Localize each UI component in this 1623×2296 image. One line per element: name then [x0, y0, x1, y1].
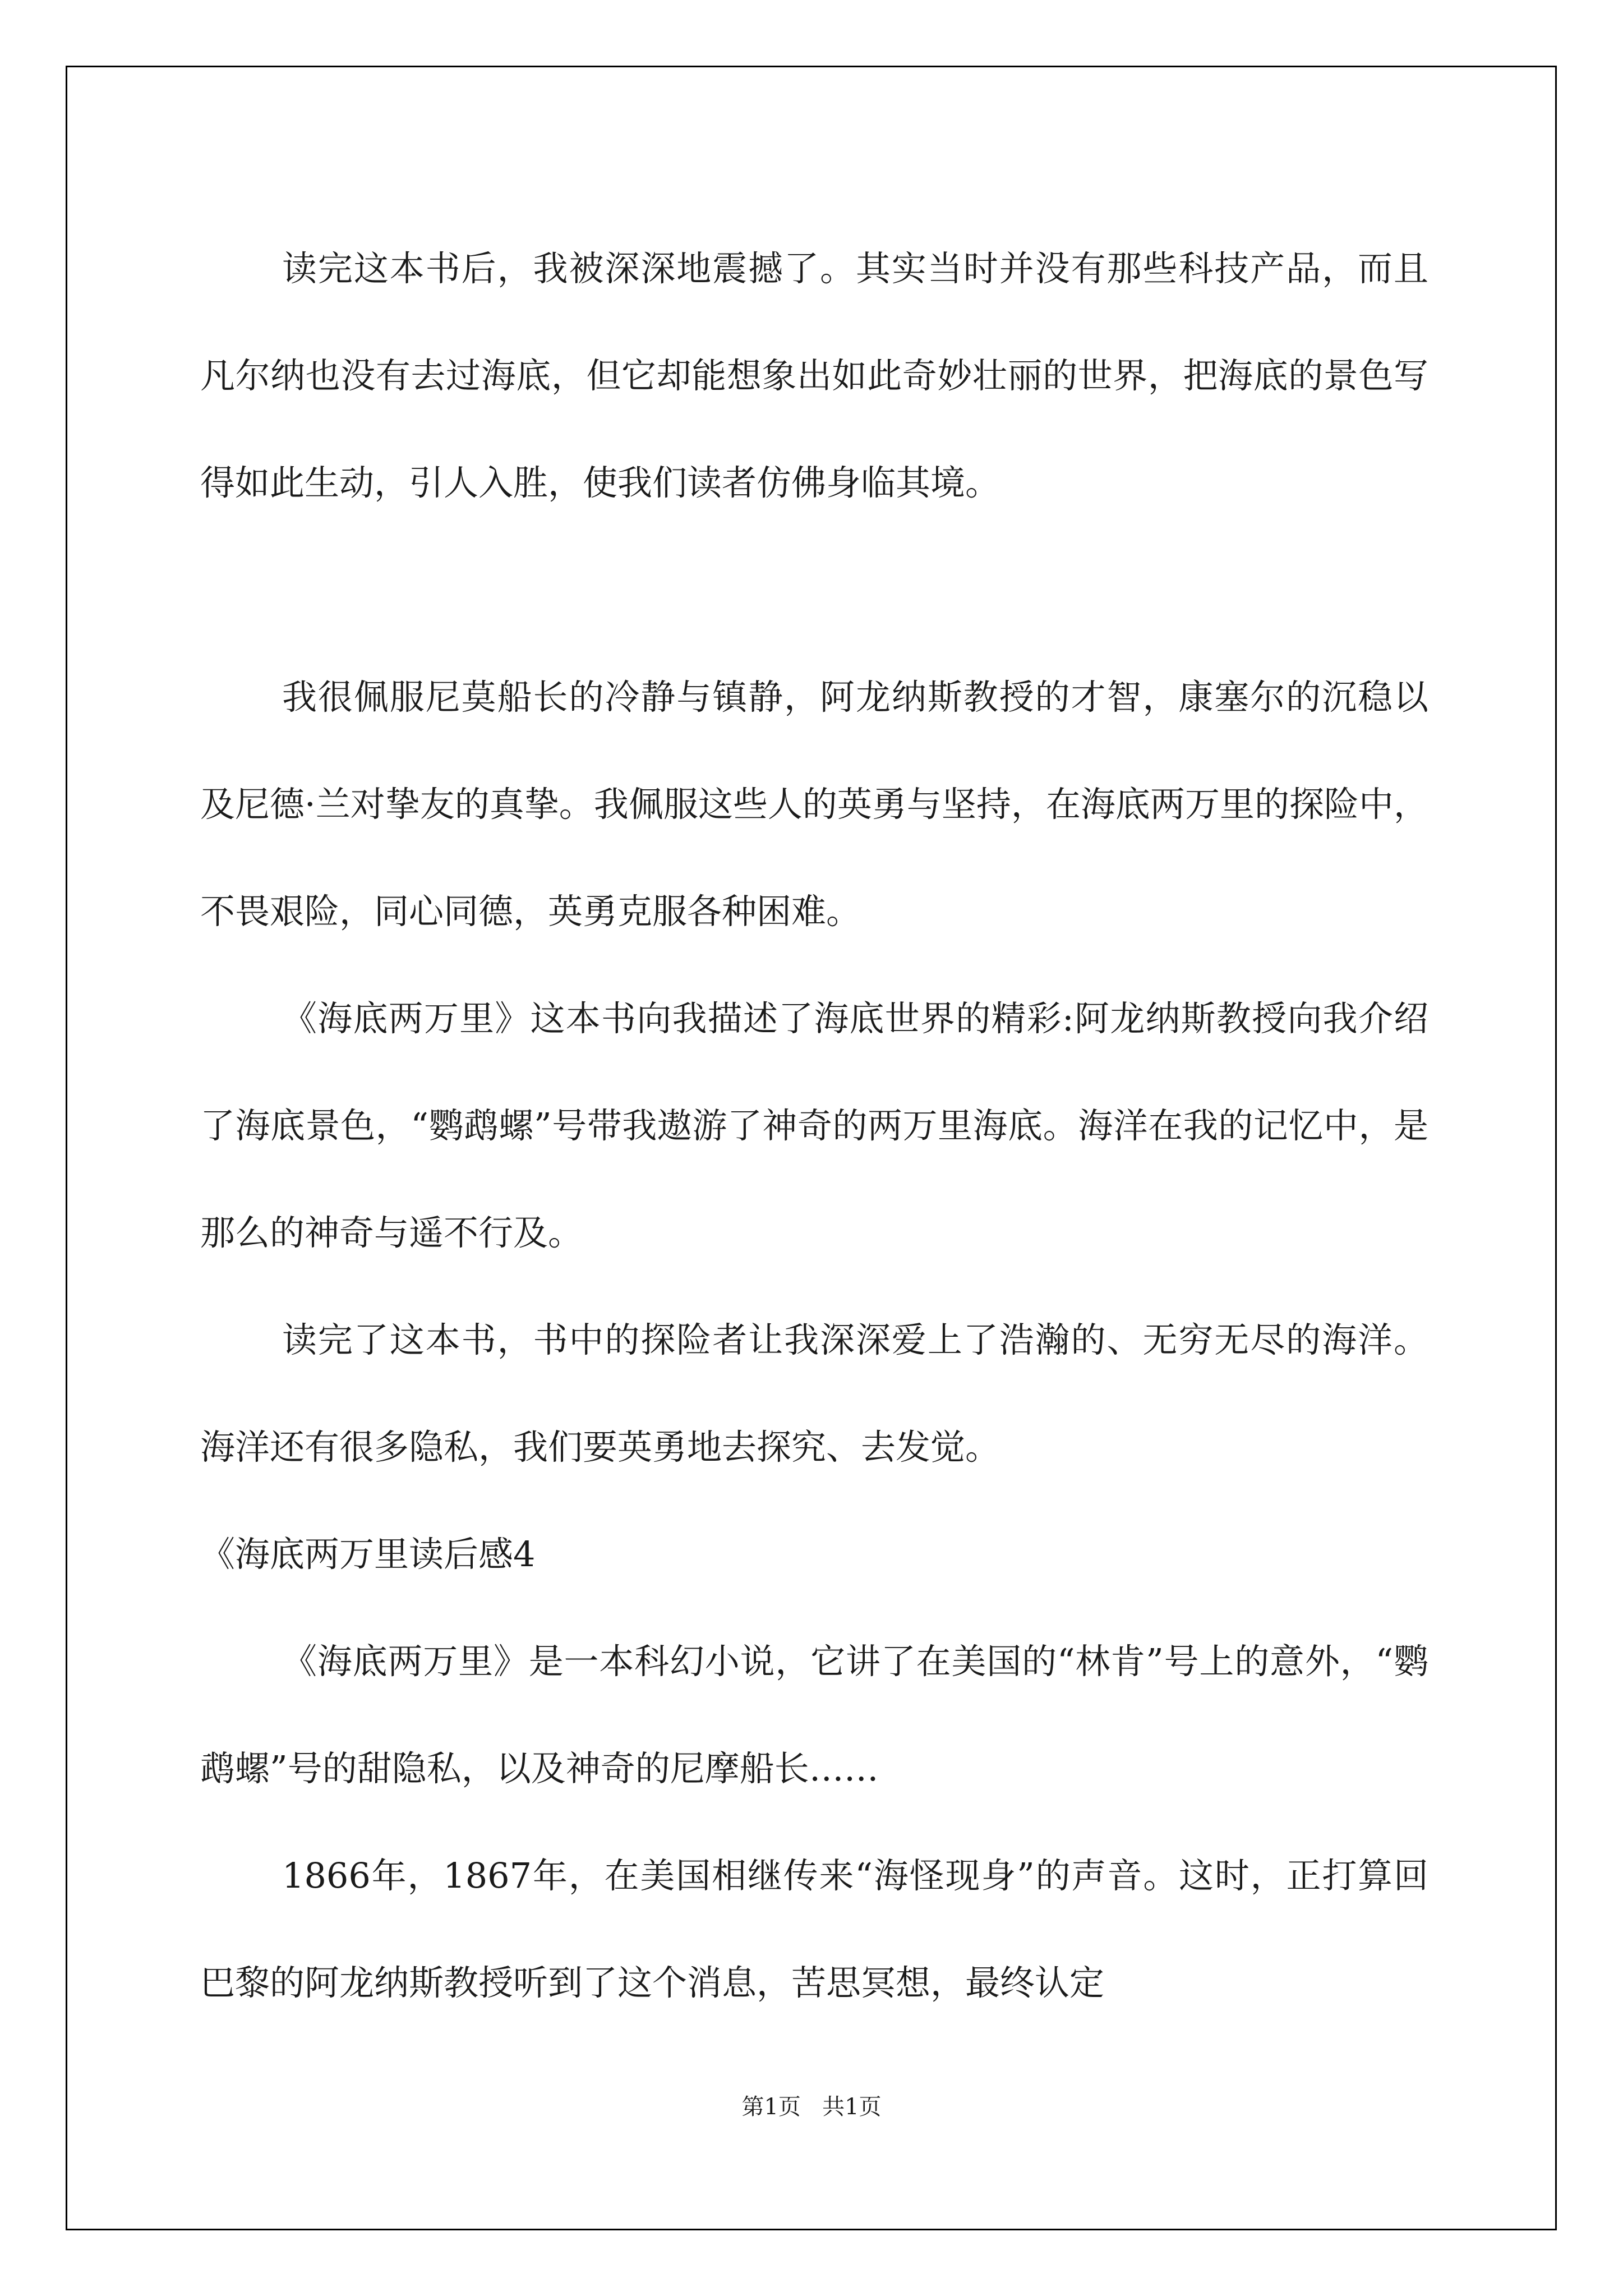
page-footer	[0, 2090, 1623, 2124]
paragraph-5: 《海底两万里》是一本科幻小说，它讲了在美国的“林肯”号上的意外，“鹦鹉螺”号的甜隐私，以及神奇的尼摩船长……	[200, 1641, 1428, 1789]
page-number: 第1页	[741, 2094, 801, 2120]
page-total: 共1页	[822, 2094, 882, 2120]
paragraph-6: 1866年，1867年，在美国相继传来“海怪现身”的声音。这时，正打算回巴黎的阿龙纳斯教授听到了这个消息，苦思冥想，最终认定	[200, 1855, 1428, 2003]
paragraph-4: 读完了这本书，书中的探险者让我深深爱上了浩瀚的、无穷无尽的海洋。海洋还有很多隐私，我们要英勇地去探究、去发觉。	[200, 1319, 1428, 1467]
section-heading: 《海底两万里读后感4	[200, 1534, 536, 1575]
paragraph-3: 《海底两万里》这本书向我描述了海底世界的精彩:阿龙纳斯教授向我介绍了海底景色，“鹦鹉螺”号带我遨游了神奇的两万里海底。海洋在我的记忆中，是那么的神奇与遥不行及。	[200, 998, 1428, 1253]
paragraph-2: 我很佩服尼莫船长的冷静与镇静，阿龙纳斯教授的才智，康塞尔的沉稳以及尼德·兰对挚友的真挚。我佩服这些人的英勇与坚持，在海底两万里的探险中，不畏艰险，同心同德，英勇克服各种困难。	[200, 677, 1428, 932]
paragraph-1: 读完这本书后，我被深深地震撼了。其实当时并没有那些科技产品，而且凡尔纳也没有去过海底，但它却能想象出如此奇妙壮丽的世界，把海底的景色写得如此生动，引人入胜，使我们读者仿佛身临其境。	[200, 248, 1428, 503]
